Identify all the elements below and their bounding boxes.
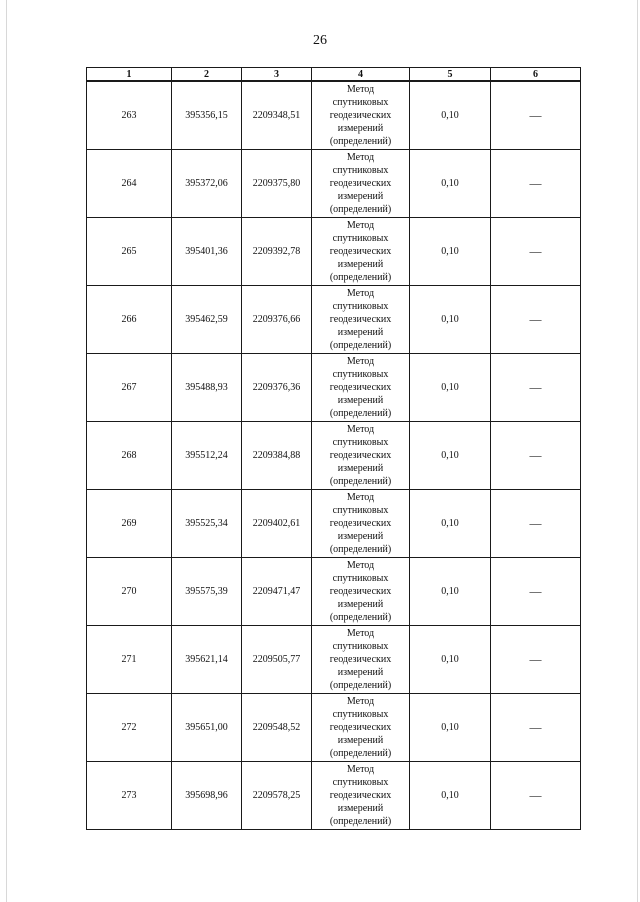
- page-number: 26: [313, 33, 327, 48]
- y-coordinate-cell: 2209348,51: [242, 81, 312, 150]
- method-line: геодезических: [329, 450, 392, 461]
- note-cell: —: [491, 150, 581, 218]
- method-line: измерений: [337, 191, 384, 202]
- method-line: (определений): [329, 680, 392, 691]
- method-cell: [312, 694, 410, 762]
- accuracy-cell: 0,10: [410, 490, 491, 558]
- y-coordinate-cell: 2209375,80: [242, 150, 312, 218]
- method-line: Метод: [346, 356, 375, 367]
- accuracy-cell: 0,10: [410, 694, 491, 762]
- method-line: спутниковых: [332, 165, 389, 176]
- x-coordinate-cell: 395356,15: [172, 81, 242, 150]
- x-coordinate-cell: 395698,96: [172, 762, 242, 830]
- note-cell: —: [491, 626, 581, 694]
- method-cell: [312, 490, 410, 558]
- accuracy-cell: 0,10: [410, 218, 491, 286]
- note-cell: —: [491, 422, 581, 490]
- note-cell: —: [491, 694, 581, 762]
- x-coordinate-cell: 395488,93: [172, 354, 242, 422]
- note-cell: —: [491, 218, 581, 286]
- method-line: геодезических: [329, 314, 392, 325]
- method-line: геодезических: [329, 382, 392, 393]
- method-line: измерений: [337, 327, 384, 338]
- coordinates-table: [86, 67, 581, 830]
- method-line: Метод: [346, 492, 375, 503]
- method-line: измерений: [337, 599, 384, 610]
- table-row: [87, 626, 581, 694]
- method-cell: [312, 422, 410, 490]
- method-line: (определений): [329, 612, 392, 623]
- method-line: измерений: [337, 463, 384, 474]
- point-number-cell: 265: [87, 218, 172, 286]
- method-cell: [312, 354, 410, 422]
- accuracy-cell: 0,10: [410, 286, 491, 354]
- column-header-4: 4: [312, 68, 410, 82]
- accuracy-cell: 0,10: [410, 354, 491, 422]
- table-row: [87, 150, 581, 218]
- accuracy-cell: 0,10: [410, 558, 491, 626]
- method-line: (определений): [329, 748, 392, 759]
- method-line: Метод: [346, 288, 375, 299]
- x-coordinate-cell: 395651,00: [172, 694, 242, 762]
- method-line: измерений: [337, 395, 384, 406]
- method-line: Метод: [346, 560, 375, 571]
- method-line: измерений: [337, 735, 384, 746]
- column-header-5: 5: [410, 68, 491, 82]
- method-line: спутниковых: [332, 573, 389, 584]
- y-coordinate-cell: 2209548,52: [242, 694, 312, 762]
- column-header-1: 1: [87, 68, 172, 82]
- method-line: спутниковых: [332, 301, 389, 312]
- method-line: Метод: [346, 764, 375, 775]
- method-line: измерений: [337, 259, 384, 270]
- method-line: геодезических: [329, 790, 392, 801]
- accuracy-cell: 0,10: [410, 626, 491, 694]
- method-line: геодезических: [329, 722, 392, 733]
- method-line: измерений: [337, 123, 384, 134]
- method-line: измерений: [337, 531, 384, 542]
- method-line: (определений): [329, 408, 392, 419]
- x-coordinate-cell: 395462,59: [172, 286, 242, 354]
- column-header-3: 3: [242, 68, 312, 82]
- note-cell: —: [491, 490, 581, 558]
- y-coordinate-cell: 2209402,61: [242, 490, 312, 558]
- method-line: геодезических: [329, 654, 392, 665]
- x-coordinate-cell: 395621,14: [172, 626, 242, 694]
- method-line: спутниковых: [332, 505, 389, 516]
- method-cell: [312, 150, 410, 218]
- table-row: [87, 558, 581, 626]
- table-row: [87, 81, 581, 150]
- point-number-cell: 273: [87, 762, 172, 830]
- accuracy-cell: 0,10: [410, 81, 491, 150]
- point-number-cell: 263: [87, 81, 172, 150]
- table-row: [87, 762, 581, 830]
- method-cell: [312, 626, 410, 694]
- accuracy-cell: 0,10: [410, 150, 491, 218]
- table-row: [87, 422, 581, 490]
- point-number-cell: 264: [87, 150, 172, 218]
- method-line: (определений): [329, 136, 392, 147]
- x-coordinate-cell: 395575,39: [172, 558, 242, 626]
- accuracy-cell: 0,10: [410, 422, 491, 490]
- method-cell: [312, 218, 410, 286]
- y-coordinate-cell: 2209471,47: [242, 558, 312, 626]
- method-line: Метод: [346, 84, 375, 95]
- method-line: спутниковых: [332, 437, 389, 448]
- y-coordinate-cell: 2209376,66: [242, 286, 312, 354]
- note-cell: —: [491, 354, 581, 422]
- accuracy-cell: 0,10: [410, 762, 491, 830]
- x-coordinate-cell: 395525,34: [172, 490, 242, 558]
- x-coordinate-cell: 395512,24: [172, 422, 242, 490]
- y-coordinate-cell: 2209505,77: [242, 626, 312, 694]
- method-line: спутниковых: [332, 97, 389, 108]
- method-cell: [312, 762, 410, 830]
- y-coordinate-cell: 2209578,25: [242, 762, 312, 830]
- method-line: спутниковых: [332, 641, 389, 652]
- point-number-cell: 266: [87, 286, 172, 354]
- table-row: [87, 694, 581, 762]
- method-line: спутниковых: [332, 369, 389, 380]
- method-line: (определений): [329, 204, 392, 215]
- method-line: (определений): [329, 340, 392, 351]
- method-cell: [312, 286, 410, 354]
- point-number-cell: 272: [87, 694, 172, 762]
- table-row: [87, 218, 581, 286]
- table-body: [87, 81, 581, 830]
- y-coordinate-cell: 2209376,36: [242, 354, 312, 422]
- point-number-cell: 270: [87, 558, 172, 626]
- x-coordinate-cell: 395401,36: [172, 218, 242, 286]
- point-number-cell: 267: [87, 354, 172, 422]
- note-cell: —: [491, 286, 581, 354]
- table-row: [87, 354, 581, 422]
- method-line: (определений): [329, 816, 392, 827]
- method-line: спутниковых: [332, 709, 389, 720]
- note-cell: —: [491, 558, 581, 626]
- y-coordinate-cell: 2209384,88: [242, 422, 312, 490]
- x-coordinate-cell: 395372,06: [172, 150, 242, 218]
- method-line: Метод: [346, 220, 375, 231]
- method-cell: [312, 558, 410, 626]
- scan-edge-right: [637, 0, 638, 902]
- point-number-cell: 271: [87, 626, 172, 694]
- method-line: Метод: [346, 424, 375, 435]
- method-line: Метод: [346, 628, 375, 639]
- method-cell: [312, 81, 410, 150]
- method-line: (определений): [329, 544, 392, 555]
- method-line: (определений): [329, 272, 392, 283]
- method-line: геодезических: [329, 518, 392, 529]
- table-header-row: [87, 68, 581, 82]
- scan-edge-left: [6, 0, 7, 902]
- method-line: Метод: [346, 152, 375, 163]
- method-line: измерений: [337, 667, 384, 678]
- table-row: [87, 286, 581, 354]
- note-cell: —: [491, 762, 581, 830]
- method-line: геодезических: [329, 178, 392, 189]
- method-line: (определений): [329, 476, 392, 487]
- column-header-6: 6: [491, 68, 581, 82]
- method-line: геодезических: [329, 586, 392, 597]
- note-cell: —: [491, 81, 581, 150]
- column-header-2: 2: [172, 68, 242, 82]
- method-line: измерений: [337, 803, 384, 814]
- method-line: геодезических: [329, 246, 392, 257]
- method-line: Метод: [346, 696, 375, 707]
- method-line: геодезических: [329, 110, 392, 121]
- table-row: [87, 490, 581, 558]
- point-number-cell: 269: [87, 490, 172, 558]
- point-number-cell: 268: [87, 422, 172, 490]
- method-line: спутниковых: [332, 233, 389, 244]
- y-coordinate-cell: 2209392,78: [242, 218, 312, 286]
- method-line: спутниковых: [332, 777, 389, 788]
